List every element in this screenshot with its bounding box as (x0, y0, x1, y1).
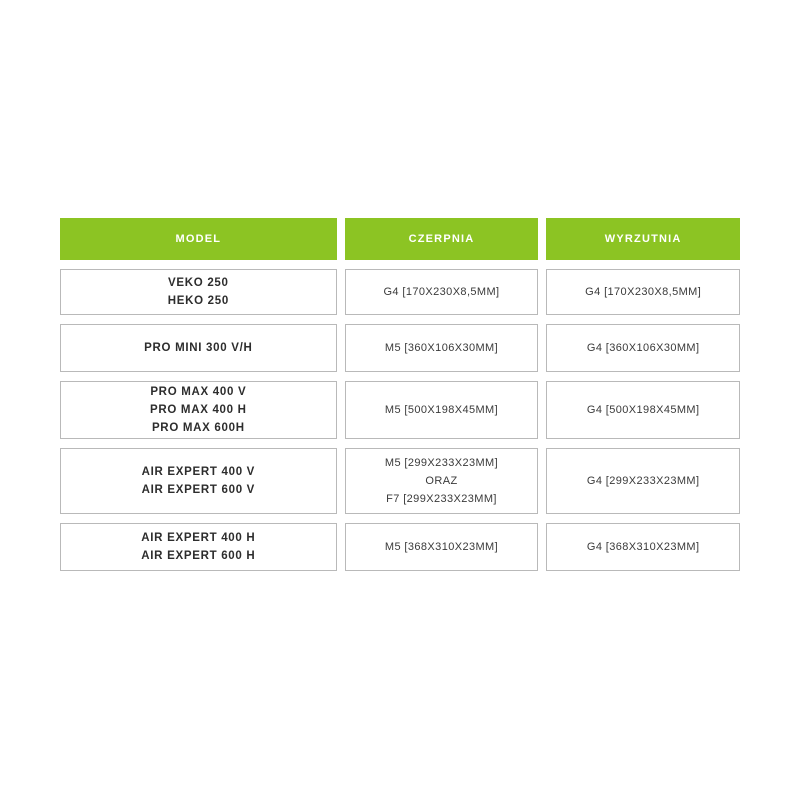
cell-wyrzutnia-line: G4 [368X310X23MM] (586, 540, 700, 553)
column-header-model (60, 218, 337, 260)
cell-czerpnia-line: M5 [360X106X30MM] (384, 341, 499, 354)
cell-model-line: PRO MAX 400 V (150, 385, 247, 398)
cell-model (60, 523, 337, 571)
cell-model-line: AIR EXPERT 400 H (141, 531, 256, 544)
cell-model (60, 381, 337, 439)
table-row (60, 381, 740, 439)
cell-wyrzutnia (546, 448, 740, 514)
cell-czerpnia-line: F7 [299X233X23MM] (386, 492, 497, 505)
cell-model (60, 448, 337, 514)
cell-czerpnia (345, 523, 539, 571)
cell-model-line: VEKO 250 (168, 276, 229, 289)
table-row (60, 448, 740, 514)
cell-model-line: PRO MAX 400 H (150, 403, 247, 416)
cell-czerpnia-line: ORAZ (425, 474, 458, 487)
cell-model-line: AIR EXPERT 600 V (141, 483, 256, 496)
cell-model (60, 269, 337, 315)
cell-model-line: AIR EXPERT 400 V (141, 465, 256, 478)
table-row (60, 523, 740, 571)
cell-wyrzutnia-line: G4 [500X198X45MM] (586, 403, 700, 416)
cell-model-line: AIR EXPERT 600 H (141, 549, 256, 562)
cell-wyrzutnia (546, 269, 740, 315)
cell-czerpnia-line: G4 [170X230X8,5MM] (383, 285, 500, 298)
cell-czerpnia (345, 269, 539, 315)
cell-czerpnia (345, 448, 539, 514)
cell-wyrzutnia-line: G4 [299X233X23MM] (586, 474, 700, 487)
table-row (60, 269, 740, 315)
cell-czerpnia (345, 381, 539, 439)
cell-model-line: PRO MINI 300 V/H (144, 341, 253, 354)
cell-wyrzutnia-line: G4 [170X230X8,5MM] (585, 285, 702, 298)
column-header-czerpnia-label: CZERPNIA (408, 232, 475, 245)
cell-model-line: PRO MAX 600H (151, 421, 245, 434)
filter-compatibility-table (60, 218, 740, 580)
table-header-row (60, 218, 740, 260)
column-header-model-label: MODEL (175, 232, 222, 245)
cell-wyrzutnia (546, 523, 740, 571)
cell-czerpnia (345, 324, 539, 372)
column-header-czerpnia (345, 218, 539, 260)
cell-czerpnia-line: M5 [299X233X23MM] (384, 456, 499, 469)
cell-czerpnia-line: M5 [368X310X23MM] (384, 540, 499, 553)
cell-wyrzutnia (546, 381, 740, 439)
cell-wyrzutnia (546, 324, 740, 372)
cell-wyrzutnia-line: G4 [360X106X30MM] (586, 341, 700, 354)
cell-model (60, 324, 337, 372)
table-row (60, 324, 740, 372)
column-header-wyrzutnia-label: WYRZUTNIA (604, 232, 682, 245)
column-header-wyrzutnia (546, 218, 740, 260)
cell-czerpnia-line: M5 [500X198X45MM] (384, 403, 499, 416)
cell-model-line: HEKO 250 (167, 294, 229, 307)
